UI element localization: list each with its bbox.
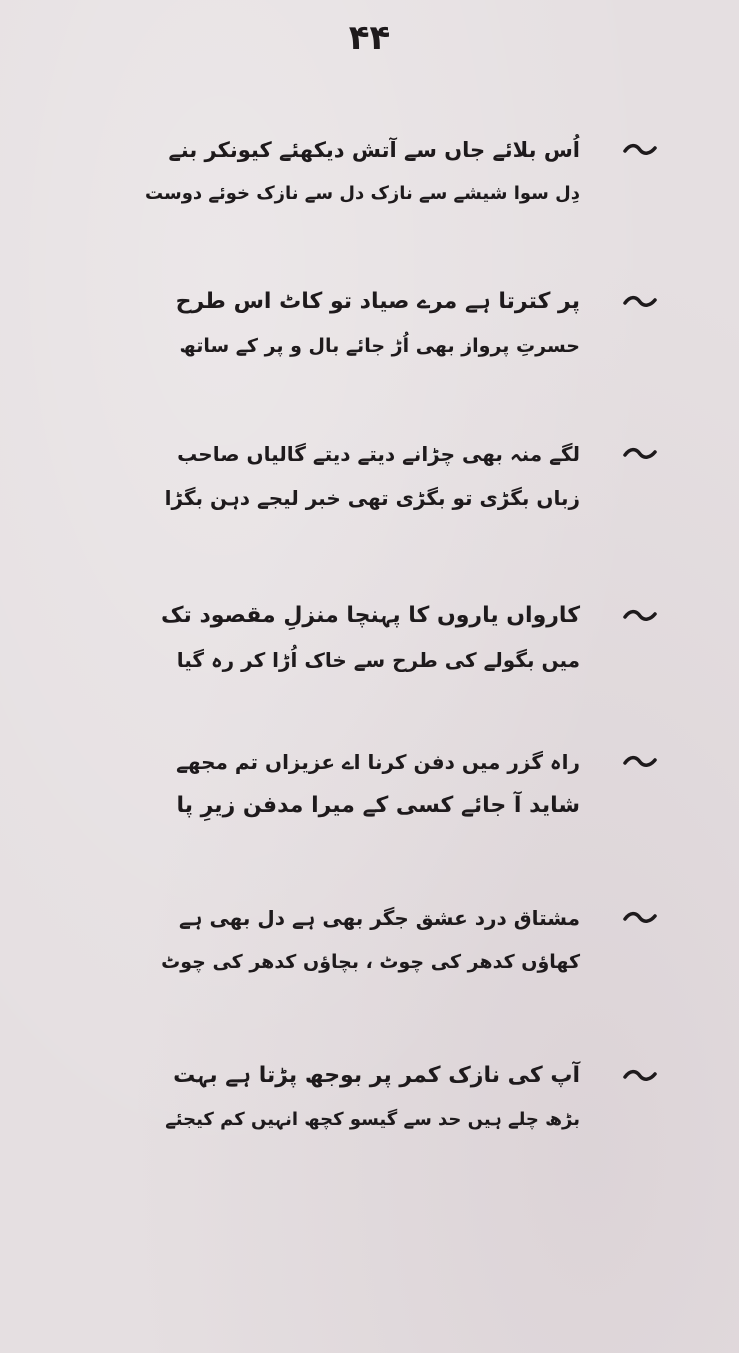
verse-line-1: اُس بلائے جاں سے آتش دیکھئے کیونکر بنے <box>168 138 580 162</box>
verse-marker-icon <box>622 446 658 464</box>
couplet <box>130 740 730 850</box>
couplet <box>130 1054 730 1164</box>
verse-marker-icon <box>622 754 658 772</box>
verse-line-1: کارواں یاروں کا پہنچا منزلِ مقصود تک <box>161 603 580 628</box>
couplet-lines <box>160 740 580 828</box>
couplet-lines <box>160 594 580 682</box>
verse-line-2: زباں بگڑی تو بگڑی تھی خبر لیجے دہن بگڑا <box>164 486 580 510</box>
verse-line-1: راہ گزر میں دفن کرنا اے عزیزاں تم مجھے <box>176 750 580 774</box>
couplet <box>130 896 730 1006</box>
page-number: ۴۴ <box>348 18 391 58</box>
verse-line-1: آپ کی نازک کمر پر بوجھ پڑتا ہے بہت <box>173 1063 580 1088</box>
verse-line-1: پر کترتا ہے مرے صیاد تو کاٹ اس طرح <box>175 289 580 314</box>
verse-line-2: دِل سوا شیشے سے نازک دل سے نازک خوئے دوست <box>144 183 580 204</box>
verse-marker-icon <box>622 910 658 928</box>
verse-line-2: کھاؤں کدھر کی چوٹ ، بچاؤں کدھر کی چوٹ <box>161 951 580 973</box>
couplet-lines <box>160 280 580 368</box>
couplet-lines <box>160 896 580 984</box>
verse-marker-icon <box>622 294 658 312</box>
verse-line-2: حسرتِ پرواز بھی اُڑ جائے بال و پر کے ساتھ <box>179 335 580 357</box>
couplet-lines <box>160 432 580 520</box>
verse-line-1: مشتاق درد عشق جگر بھی ہے دل بھی ہے <box>179 906 580 930</box>
couplet-lines <box>160 1054 580 1142</box>
verse-line-1: لگے منہ بھی چڑانے دیتے دیتے گالیاں صاحب <box>177 442 580 466</box>
couplet <box>130 432 730 542</box>
couplet <box>130 280 730 390</box>
verse-line-2: میں بگولے کی طرح سے خاک اُڑا کر رہ گیا <box>176 648 580 672</box>
couplet-lines <box>144 128 580 216</box>
couplet <box>130 594 730 704</box>
verse-marker-icon <box>622 608 658 626</box>
verse-line-2: بڑھ چلے ہیں حد سے گیسو کچھ انہیں کم کیجئے <box>165 1109 580 1130</box>
couplet <box>130 128 730 238</box>
verse-line-2: شاید آ جائے کسی کے میرا مدفن زیرِ پا <box>176 793 580 818</box>
verse-marker-icon <box>622 142 658 160</box>
verse-marker-icon <box>622 1068 658 1086</box>
